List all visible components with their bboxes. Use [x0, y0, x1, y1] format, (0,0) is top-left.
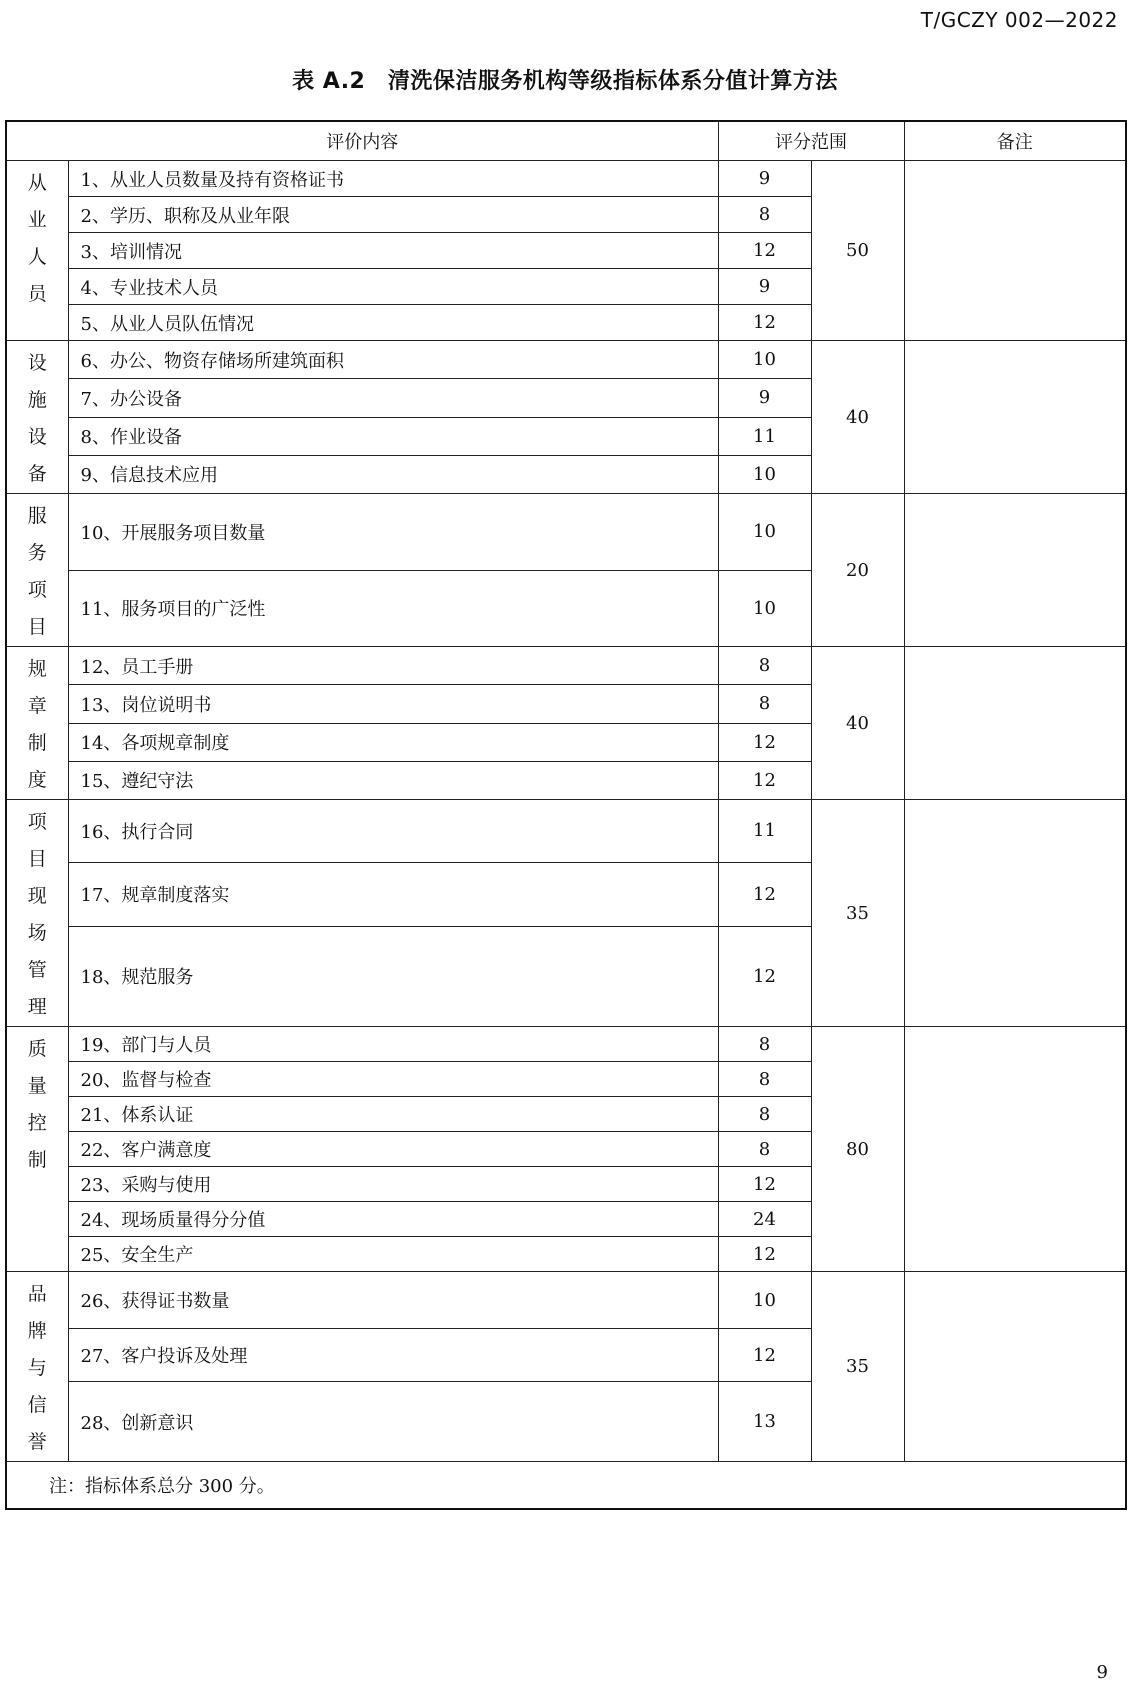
item-label: 5、从业人员队伍情况 [68, 305, 718, 341]
item-score: 12 [718, 1237, 811, 1272]
item-label: 2、学历、职称及从业年限 [68, 197, 718, 233]
remarks-cell [904, 494, 1126, 647]
item-score: 8 [718, 1132, 811, 1167]
category-char: 量 [27, 1075, 47, 1097]
category-cell [6, 800, 68, 1027]
document-code: T/GCZY 002—2022 [920, 8, 1118, 32]
category-char: 目 [27, 848, 47, 870]
item-score: 12 [718, 1329, 811, 1382]
category-char: 誉 [27, 1431, 47, 1453]
item-score: 8 [718, 1062, 811, 1097]
category-cell [6, 1027, 68, 1272]
item-label: 26、获得证书数量 [68, 1272, 718, 1329]
item-score: 9 [718, 161, 811, 197]
category-char: 品 [27, 1283, 47, 1305]
item-score: 8 [718, 1097, 811, 1132]
item-score: 8 [718, 1027, 811, 1062]
remarks-cell [904, 1027, 1126, 1272]
item-label: 3、培训情况 [68, 233, 718, 269]
remarks-cell [904, 341, 1126, 494]
category-char: 员 [27, 283, 47, 305]
item-label: 21、体系认证 [68, 1097, 718, 1132]
item-label: 11、服务项目的广泛性 [68, 570, 718, 647]
category-char: 目 [27, 616, 47, 638]
group-total: 20 [811, 494, 904, 647]
table-row [6, 800, 1126, 863]
group-total: 40 [811, 341, 904, 494]
item-score: 12 [718, 305, 811, 341]
item-label: 23、采购与使用 [68, 1167, 718, 1202]
category-char: 牌 [27, 1320, 47, 1342]
category-char: 服 [27, 505, 47, 527]
item-label: 9、信息技术应用 [68, 455, 718, 493]
item-score: 12 [718, 926, 811, 1026]
table-title: 表 A.2 清洗保洁服务机构等级指标体系分值计算方法 [292, 69, 838, 94]
item-score: 11 [718, 417, 811, 455]
item-label: 6、办公、物资存储场所建筑面积 [68, 341, 718, 379]
group-total: 35 [811, 1272, 904, 1462]
item-label: 22、客户满意度 [68, 1132, 718, 1167]
header-remarks: 备注 [904, 121, 1126, 161]
category-char: 章 [27, 695, 47, 717]
category-char: 场 [27, 922, 47, 944]
note-row [6, 1462, 1126, 1510]
category-char: 信 [27, 1394, 47, 1416]
item-score: 12 [718, 761, 811, 799]
category-char: 从 [27, 172, 47, 194]
group-total: 35 [811, 800, 904, 1027]
header-range: 评分范围 [718, 121, 904, 161]
category-cell [6, 341, 68, 494]
category-char: 项 [27, 811, 47, 833]
item-score: 10 [718, 341, 811, 379]
category-char: 度 [27, 769, 47, 791]
item-score: 10 [718, 494, 811, 571]
item-label: 13、岗位说明书 [68, 685, 718, 723]
scoring-table [5, 120, 1127, 1510]
group-total: 40 [811, 647, 904, 800]
header-row [6, 121, 1126, 161]
category-char: 施 [27, 389, 47, 411]
category-char: 管 [27, 959, 47, 981]
item-label: 24、现场质量得分分值 [68, 1202, 718, 1237]
item-score: 12 [718, 233, 811, 269]
item-score: 10 [718, 1272, 811, 1329]
item-label: 10、开展服务项目数量 [68, 494, 718, 571]
group-total: 80 [811, 1027, 904, 1272]
item-label: 7、办公设备 [68, 379, 718, 417]
category-char: 项 [27, 579, 47, 601]
item-score: 12 [718, 1167, 811, 1202]
table-row [6, 647, 1126, 685]
item-label: 4、专业技术人员 [68, 269, 718, 305]
category-cell [6, 494, 68, 647]
remarks-cell [904, 161, 1126, 341]
table-row [6, 341, 1126, 379]
page-number: 9 [1096, 1662, 1108, 1683]
item-label: 27、客户投诉及处理 [68, 1329, 718, 1382]
item-score: 8 [718, 647, 811, 685]
remarks-cell [904, 800, 1126, 1027]
item-label: 12、员工手册 [68, 647, 718, 685]
category-char: 控 [27, 1112, 47, 1134]
item-score: 9 [718, 269, 811, 305]
category-char: 设 [27, 352, 47, 374]
category-cell [6, 161, 68, 341]
table-row [6, 494, 1126, 571]
item-score: 12 [718, 723, 811, 761]
category-char: 制 [27, 1149, 47, 1171]
scoring-table-body [6, 121, 1126, 1509]
category-char: 理 [27, 996, 47, 1018]
item-label: 20、监督与检查 [68, 1062, 718, 1097]
item-label: 14、各项规章制度 [68, 723, 718, 761]
item-label: 16、执行合同 [68, 800, 718, 863]
category-char: 设 [27, 426, 47, 448]
item-score: 9 [718, 379, 811, 417]
item-label: 19、部门与人员 [68, 1027, 718, 1062]
category-cell [6, 647, 68, 800]
item-score: 10 [718, 570, 811, 647]
item-score: 12 [718, 862, 811, 926]
item-label: 25、安全生产 [68, 1237, 718, 1272]
category-char: 规 [27, 658, 47, 680]
group-total: 50 [811, 161, 904, 341]
category-char: 与 [27, 1357, 47, 1379]
item-score: 10 [718, 455, 811, 493]
item-label: 28、创新意识 [68, 1382, 718, 1462]
category-char: 人 [27, 246, 47, 268]
remarks-cell [904, 1272, 1126, 1462]
item-label: 8、作业设备 [68, 417, 718, 455]
item-score: 11 [718, 800, 811, 863]
category-cell [6, 1272, 68, 1462]
item-label: 15、遵纪守法 [68, 761, 718, 799]
item-score: 8 [718, 685, 811, 723]
remarks-cell [904, 647, 1126, 800]
item-score: 13 [718, 1382, 811, 1462]
table-row [6, 1027, 1126, 1062]
table-note: 注：指标体系总分 300 分。 [6, 1462, 1126, 1510]
item-label: 1、从业人员数量及持有资格证书 [68, 161, 718, 197]
category-char: 务 [27, 542, 47, 564]
table-row [6, 161, 1126, 197]
item-score: 8 [718, 197, 811, 233]
category-char: 制 [27, 732, 47, 754]
item-label: 18、规范服务 [68, 926, 718, 1026]
category-char: 备 [27, 463, 47, 485]
item-label: 17、规章制度落实 [68, 862, 718, 926]
item-score: 24 [718, 1202, 811, 1237]
category-char: 现 [27, 885, 47, 907]
category-char: 业 [27, 209, 47, 231]
category-char: 质 [27, 1038, 47, 1060]
table-row [6, 1272, 1126, 1329]
header-content: 评价内容 [6, 121, 718, 161]
